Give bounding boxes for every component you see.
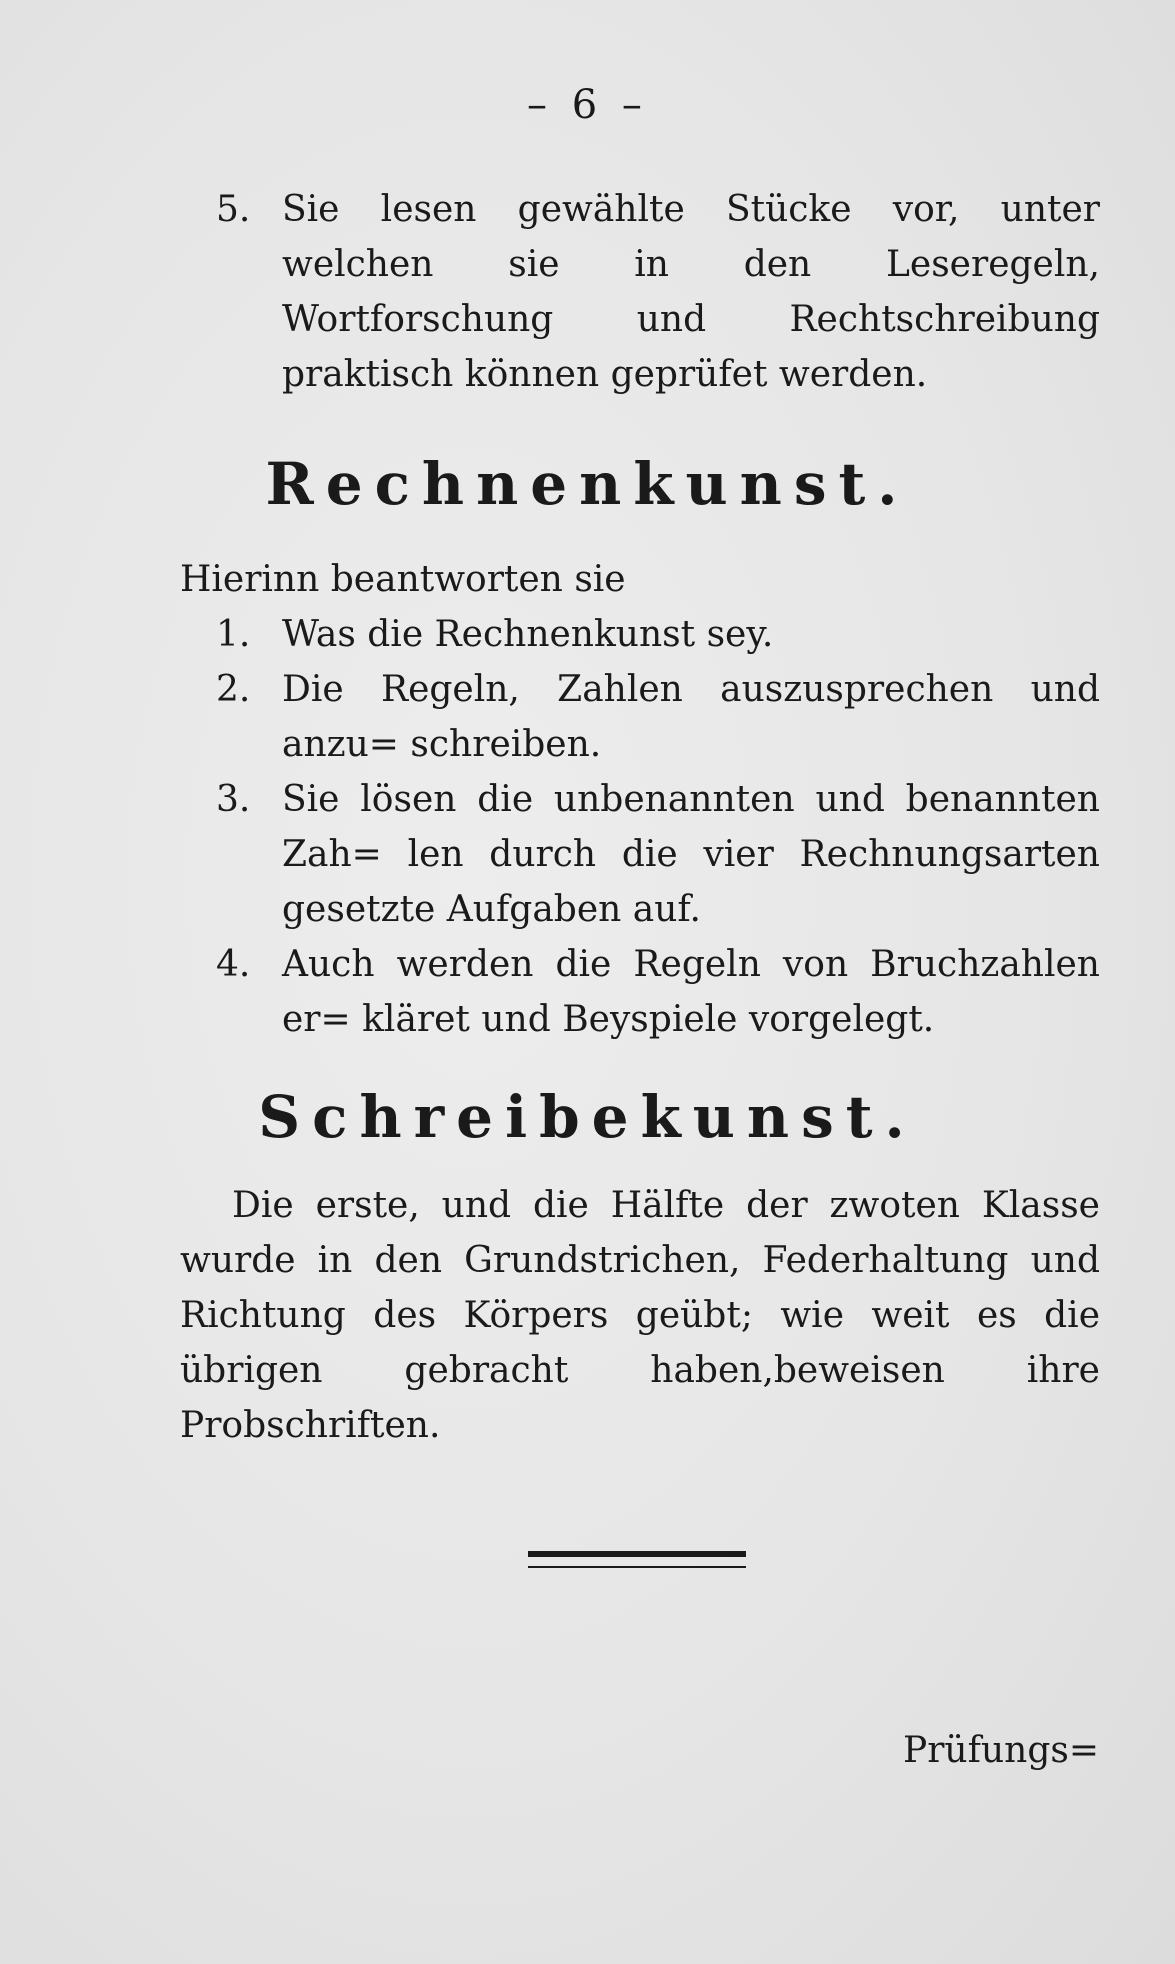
section-top-list [180,182,1100,402]
schreibekunst-paragraph: Die erste, und die Hälfte der zwoten Klasse wurde in den Grundstrichen, Federhaltung und Richtung des Körpers geübt; wie weit es die übrigen gebracht haben,beweisen ihre Probschriften. [180,1185,1100,1446]
divider-rule-thick [528,1551,746,1557]
schreibekunst-section [180,1178,1100,1453]
list-item-number: 4. [216,944,251,985]
list-item-text: Die Regeln, Zahlen auszusprechen und anzu= schreiben. [282,669,1100,765]
list-item [180,662,1100,772]
list-item-text: Was die Rechnenkunst sey. [282,614,774,655]
page-number: – 6 – [527,82,648,128]
list-item-number: 5. [216,189,251,230]
heading-rechnenkunst: Rechnenkunst. [265,450,910,518]
list-item-text: Sie lösen die unbenannten und benannten Zah= len durch die vier Rechnungsarten gesetzte Aufgaben auf. [282,779,1100,930]
list-item-text: Sie lesen gewählte Stücke vor, unter welchen sie in den Leseregeln, Wortforschung und Rechtschreibung praktisch können geprüfet werden. [282,189,1100,395]
list-item [180,937,1100,1047]
rechnenkunst-section [180,552,1100,1047]
list-item-number: 3. [216,779,251,820]
catchword: Prüfungs= [903,1730,1099,1771]
divider-rule-thin [528,1566,746,1568]
list-item [180,182,1100,402]
heading-schreibekunst: Schreibekunst. [258,1083,917,1151]
list-item [180,607,1100,662]
list-item [180,772,1100,937]
list-item-number: 1. [216,614,251,655]
list-item-number: 2. [216,669,251,710]
list-item-text: Auch werden die Regeln von Bruchzahlen er= kläret und Beyspiele vorgelegt. [282,944,1100,1040]
rechnenkunst-intro: Hierinn beantworten sie [180,559,626,600]
